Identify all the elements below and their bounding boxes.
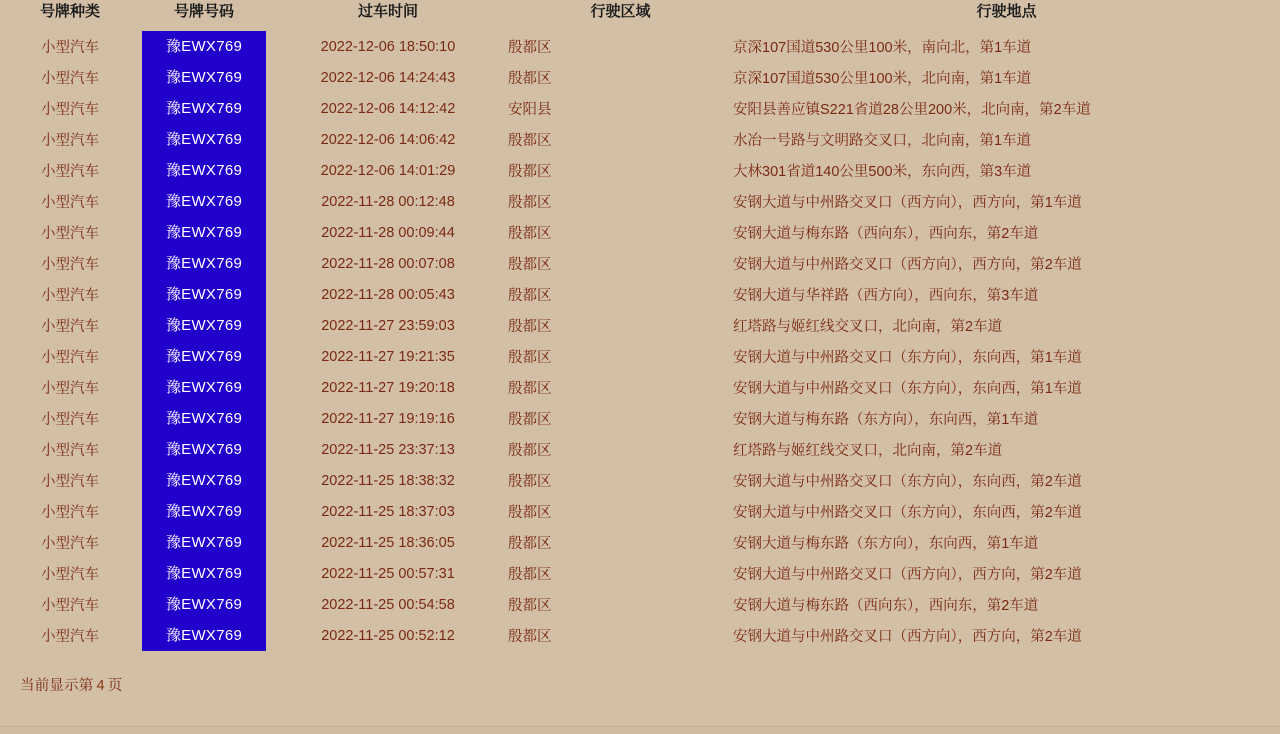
cell-plate-number bbox=[140, 310, 268, 341]
cell-area: 殷都区 bbox=[508, 381, 552, 397]
cell-plate-number bbox=[140, 248, 268, 279]
cell-plate-number bbox=[140, 527, 268, 558]
cell-location: 大林301省道140公里500米，东向西，第3车道 bbox=[733, 164, 1032, 180]
table-row bbox=[0, 31, 1280, 62]
table-header bbox=[0, 0, 1280, 31]
cell-pass-time: 2022-11-27 19:20:18 bbox=[321, 379, 455, 396]
table-row bbox=[0, 589, 1280, 620]
cell-location: 安钢大道与梅东路（东方向），东向西，第1车道 bbox=[733, 412, 1039, 428]
cell-plate-number bbox=[140, 403, 268, 434]
table-row bbox=[0, 465, 1280, 496]
cell-plate-type: 小型汽车 bbox=[41, 381, 99, 397]
cell-area: 殷都区 bbox=[508, 567, 552, 583]
cell-location: 安阳县善应镇S221省道28公里200米，北向南，第2车道 bbox=[733, 102, 1091, 118]
column-header-area: 行驶区域 bbox=[590, 3, 651, 20]
cell-pass-time: 2022-11-27 19:19:16 bbox=[321, 410, 455, 427]
cell-plate-number bbox=[140, 93, 268, 124]
plate-badge[interactable]: 豫EWX769 bbox=[142, 341, 266, 372]
cell-location: 安钢大道与中州路交叉口（西方向），西方向，第2车道 bbox=[733, 629, 1082, 645]
cell-pass-time: 2022-12-06 18:50:10 bbox=[320, 38, 456, 55]
cell-plate-number bbox=[140, 496, 268, 527]
cell-location: 京深107国道530公里100米，北向南，第1车道 bbox=[733, 71, 1032, 87]
cell-plate-number bbox=[140, 62, 268, 93]
cell-pass-time: 2022-12-06 14:06:42 bbox=[320, 131, 456, 148]
cell-pass-time: 2022-11-25 00:54:58 bbox=[321, 596, 455, 613]
cell-plate-number bbox=[140, 589, 268, 620]
cell-area: 殷都区 bbox=[508, 288, 552, 304]
table-row bbox=[0, 496, 1280, 527]
plate-badge[interactable]: 豫EWX769 bbox=[142, 248, 266, 279]
cell-area: 殷都区 bbox=[508, 629, 552, 645]
cell-plate-number bbox=[140, 465, 268, 496]
cell-location: 安钢大道与中州路交叉口（西方向），西方向，第2车道 bbox=[733, 257, 1082, 273]
pagination-status bbox=[20, 674, 122, 695]
cell-area: 殷都区 bbox=[508, 319, 552, 335]
plate-badge[interactable]: 豫EWX769 bbox=[142, 186, 266, 217]
plate-badge[interactable]: 豫EWX769 bbox=[142, 93, 266, 124]
cell-location: 安钢大道与中州路交叉口（东方向），东向西，第1车道 bbox=[733, 350, 1082, 366]
cell-area: 殷都区 bbox=[508, 226, 552, 242]
plate-badge[interactable]: 豫EWX769 bbox=[142, 620, 266, 651]
cell-plate-number bbox=[140, 434, 268, 465]
column-header-plate-number: 号牌号码 bbox=[173, 3, 234, 20]
cell-pass-time: 2022-12-06 14:24:43 bbox=[320, 69, 456, 86]
plate-badge[interactable]: 豫EWX769 bbox=[142, 62, 266, 93]
cell-plate-number bbox=[140, 279, 268, 310]
cell-area: 殷都区 bbox=[508, 598, 552, 614]
cell-pass-time: 2022-11-28 00:05:43 bbox=[321, 286, 455, 303]
plate-badge[interactable]: 豫EWX769 bbox=[142, 589, 266, 620]
table-row bbox=[0, 620, 1280, 651]
table-row bbox=[0, 527, 1280, 558]
plate-badge[interactable]: 豫EWX769 bbox=[142, 465, 266, 496]
cell-location: 安钢大道与中州路交叉口（西方向），西方向，第2车道 bbox=[733, 567, 1082, 583]
cell-pass-time: 2022-11-28 00:07:08 bbox=[321, 255, 455, 272]
cell-pass-time: 2022-11-25 00:52:12 bbox=[321, 627, 455, 644]
cell-plate-type: 小型汽车 bbox=[41, 598, 99, 614]
plate-badge[interactable]: 豫EWX769 bbox=[142, 31, 266, 62]
cell-location: 安钢大道与梅东路（东方向），东向西，第1车道 bbox=[733, 536, 1039, 552]
cell-location: 水冶一号路与文明路交叉口，北向南，第1车道 bbox=[733, 133, 1032, 149]
cell-plate-type: 小型汽车 bbox=[41, 319, 99, 335]
cell-plate-type: 小型汽车 bbox=[41, 40, 99, 56]
table-row bbox=[0, 558, 1280, 589]
cell-pass-time: 2022-11-25 23:37:13 bbox=[321, 441, 455, 458]
cell-plate-number bbox=[140, 558, 268, 589]
cell-pass-time: 2022-11-25 18:37:03 bbox=[321, 503, 455, 520]
plate-badge[interactable]: 豫EWX769 bbox=[142, 279, 266, 310]
table-row bbox=[0, 310, 1280, 341]
cell-plate-type: 小型汽车 bbox=[41, 412, 99, 428]
cell-location: 京深107国道530公里100米，南向北，第1车道 bbox=[733, 40, 1032, 56]
cell-pass-time: 2022-11-28 00:12:48 bbox=[321, 193, 455, 210]
column-header-plate-type: 号牌种类 bbox=[39, 3, 100, 20]
cell-location: 红塔路与姬红线交叉口，北向南，第2车道 bbox=[733, 443, 1003, 459]
cell-plate-type: 小型汽车 bbox=[41, 102, 99, 118]
table-row bbox=[0, 403, 1280, 434]
table-row bbox=[0, 186, 1280, 217]
cell-pass-time: 2022-11-27 19:21:35 bbox=[321, 348, 455, 365]
cell-plate-type: 小型汽车 bbox=[41, 350, 99, 366]
cell-area: 殷都区 bbox=[508, 164, 552, 180]
cell-plate-type: 小型汽车 bbox=[41, 629, 99, 645]
cell-area: 殷都区 bbox=[508, 71, 552, 87]
cell-pass-time: 2022-11-25 18:36:05 bbox=[321, 534, 455, 551]
cell-area: 殷都区 bbox=[508, 133, 552, 149]
cell-location: 红塔路与姬红线交叉口，北向南，第2车道 bbox=[733, 319, 1003, 335]
plate-badge[interactable]: 豫EWX769 bbox=[142, 403, 266, 434]
cell-plate-number bbox=[140, 372, 268, 403]
cell-plate-type: 小型汽车 bbox=[41, 164, 99, 180]
pagination-page-number: 4 bbox=[96, 678, 105, 694]
cell-area: 殷都区 bbox=[508, 257, 552, 273]
table-row bbox=[0, 248, 1280, 279]
cell-plate-type: 小型汽车 bbox=[41, 443, 99, 459]
table-row bbox=[0, 217, 1280, 248]
cell-plate-type: 小型汽车 bbox=[41, 505, 99, 521]
cell-location: 安钢大道与中州路交叉口（东方向），东向西，第2车道 bbox=[733, 474, 1082, 490]
cell-pass-time: 2022-11-25 18:38:32 bbox=[321, 472, 455, 489]
plate-badge[interactable]: 豫EWX769 bbox=[142, 496, 266, 527]
cell-location: 安钢大道与梅东路（西向东），西向东，第2车道 bbox=[733, 226, 1039, 242]
cell-plate-type: 小型汽车 bbox=[41, 195, 99, 211]
plate-badge[interactable]: 豫EWX769 bbox=[142, 527, 266, 558]
cell-plate-type: 小型汽车 bbox=[41, 133, 99, 149]
cell-area: 殷都区 bbox=[508, 350, 552, 366]
table-body bbox=[0, 31, 1280, 651]
cell-plate-type: 小型汽车 bbox=[41, 257, 99, 273]
cell-location: 安钢大道与华祥路（西方向），西向东，第3车道 bbox=[733, 288, 1039, 304]
table-row bbox=[0, 62, 1280, 93]
cell-area: 安阳县 bbox=[508, 102, 552, 118]
cell-location: 安钢大道与中州路交叉口（西方向），西方向，第1车道 bbox=[733, 195, 1082, 211]
cell-plate-type: 小型汽车 bbox=[41, 71, 99, 87]
bottom-edge-strip bbox=[0, 726, 1280, 734]
cell-area: 殷都区 bbox=[508, 536, 552, 552]
plate-badge[interactable]: 豫EWX769 bbox=[142, 434, 266, 465]
cell-area: 殷都区 bbox=[508, 412, 552, 428]
cell-plate-number bbox=[140, 124, 268, 155]
pagination-suffix: 页 bbox=[107, 678, 123, 694]
cell-pass-time: 2022-11-27 23:59:03 bbox=[321, 317, 455, 334]
cell-area: 殷都区 bbox=[508, 505, 552, 521]
cell-pass-time: 2022-12-06 14:01:29 bbox=[320, 162, 456, 179]
cell-plate-type: 小型汽车 bbox=[41, 474, 99, 490]
cell-location: 安钢大道与梅东路（西向东），西向东，第2车道 bbox=[733, 598, 1039, 614]
table-row bbox=[0, 279, 1280, 310]
cell-plate-number bbox=[140, 155, 268, 186]
table-row bbox=[0, 434, 1280, 465]
plate-badge[interactable]: 豫EWX769 bbox=[142, 124, 266, 155]
cell-plate-type: 小型汽车 bbox=[41, 567, 99, 583]
table-row bbox=[0, 372, 1280, 403]
cell-pass-time: 2022-11-25 00:57:31 bbox=[321, 565, 455, 582]
cell-plate-number bbox=[140, 620, 268, 651]
table-row bbox=[0, 93, 1280, 124]
column-header-location: 行驶地点 bbox=[976, 3, 1037, 20]
cell-plate-type: 小型汽车 bbox=[41, 288, 99, 304]
cell-plate-type: 小型汽车 bbox=[41, 536, 99, 552]
plate-badge[interactable]: 豫EWX769 bbox=[142, 558, 266, 589]
table-row bbox=[0, 155, 1280, 186]
cell-pass-time: 2022-12-06 14:12:42 bbox=[320, 100, 456, 117]
column-header-pass-time: 过车时间 bbox=[357, 3, 418, 20]
cell-pass-time: 2022-11-28 00:09:44 bbox=[321, 224, 455, 241]
table-row bbox=[0, 341, 1280, 372]
cell-area: 殷都区 bbox=[508, 474, 552, 490]
pagination-prefix: 当前显示第 bbox=[20, 678, 94, 694]
cell-plate-number bbox=[140, 186, 268, 217]
cell-location: 安钢大道与中州路交叉口（东方向），东向西，第2车道 bbox=[733, 505, 1082, 521]
cell-location: 安钢大道与中州路交叉口（东方向），东向西，第1车道 bbox=[733, 381, 1082, 397]
plate-badge[interactable]: 豫EWX769 bbox=[142, 155, 266, 186]
cell-area: 殷都区 bbox=[508, 40, 552, 56]
cell-plate-number bbox=[140, 341, 268, 372]
cell-plate-type: 小型汽车 bbox=[41, 226, 99, 242]
plate-badge[interactable]: 豫EWX769 bbox=[142, 372, 266, 403]
cell-plate-number bbox=[140, 31, 268, 62]
cell-plate-number bbox=[140, 217, 268, 248]
table-row bbox=[0, 124, 1280, 155]
cell-area: 殷都区 bbox=[508, 443, 552, 459]
plate-badge[interactable]: 豫EWX769 bbox=[142, 310, 266, 341]
cell-area: 殷都区 bbox=[508, 195, 552, 211]
plate-badge[interactable]: 豫EWX769 bbox=[142, 217, 266, 248]
